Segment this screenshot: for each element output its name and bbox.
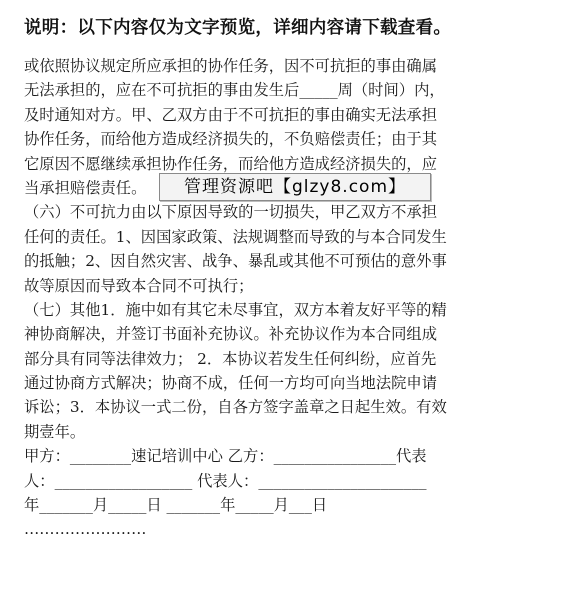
text-line: （七）其他1．施中如有其它未尽事宜，双方本着友好平等的精 xyxy=(24,300,447,319)
text-line: 它原因不愿继续承担协作任务，而给他方造成经济损失的，应 xyxy=(24,154,438,173)
ellipsis-line: …………………… xyxy=(24,520,147,539)
signature-line: 人：__________________ 代表人：______________________ xyxy=(24,471,427,490)
text-line: 无法承担的，应在不可抗拒的事由发生后_____周（时间）内， xyxy=(24,81,445,100)
date-line: 年_______月_____日 _______年_____月___日 xyxy=(24,496,328,515)
text-line: 或依照协议规定所应承担的协作任务，因不可抗拒的事由确属 xyxy=(24,57,438,75)
preview-notice: 说明：以下内容仅为文字预览，详细内容请下载查看。 xyxy=(24,18,452,38)
watermark-banner: 管理资源吧【glzy8.com】 xyxy=(159,173,431,201)
text-line: 通过协商方式解决；协商不成，任何一方均可向当地法院申请 xyxy=(24,374,438,393)
text-line: 及时通知对方。甲、乙双方由于不可抗拒的事由确实无法承担 xyxy=(24,105,438,124)
text-line: 当承担赔偿责任。 xyxy=(24,178,147,197)
text-line: （六）不可抗力由以下原因导致的一切损失，甲乙双方不承担 xyxy=(24,203,438,222)
text-line: 神协商解决，并签订书面补充协议。补充协议作为本合同组成 xyxy=(24,325,438,344)
text-line: 的抵触；2、因自然灾害、战争、暴乱或其他不可预估的意外事 xyxy=(24,252,447,271)
text-line: 任何的责任。1、因国家政策、法规调整而导致的与本合同发生 xyxy=(24,227,447,246)
text-line: 部分具有同等法律效力； 2．本协议若发生任何纠纷，应首先 xyxy=(24,349,437,368)
text-line: 故等原因而导致本合同不可执行； xyxy=(24,276,254,295)
text-line: 协作任务，而给他方造成经济损失的，不负赔偿责任；由于其 xyxy=(24,130,438,149)
signature-line: 甲方：________速记培训中心 乙方：________________代表 xyxy=(24,447,427,466)
text-line: 诉讼；3．本协议一式二份，自各方签字盖章之日起生效。有效 xyxy=(24,398,447,417)
document-body xyxy=(24,54,554,542)
text-line: 期壹年。 xyxy=(24,422,86,441)
